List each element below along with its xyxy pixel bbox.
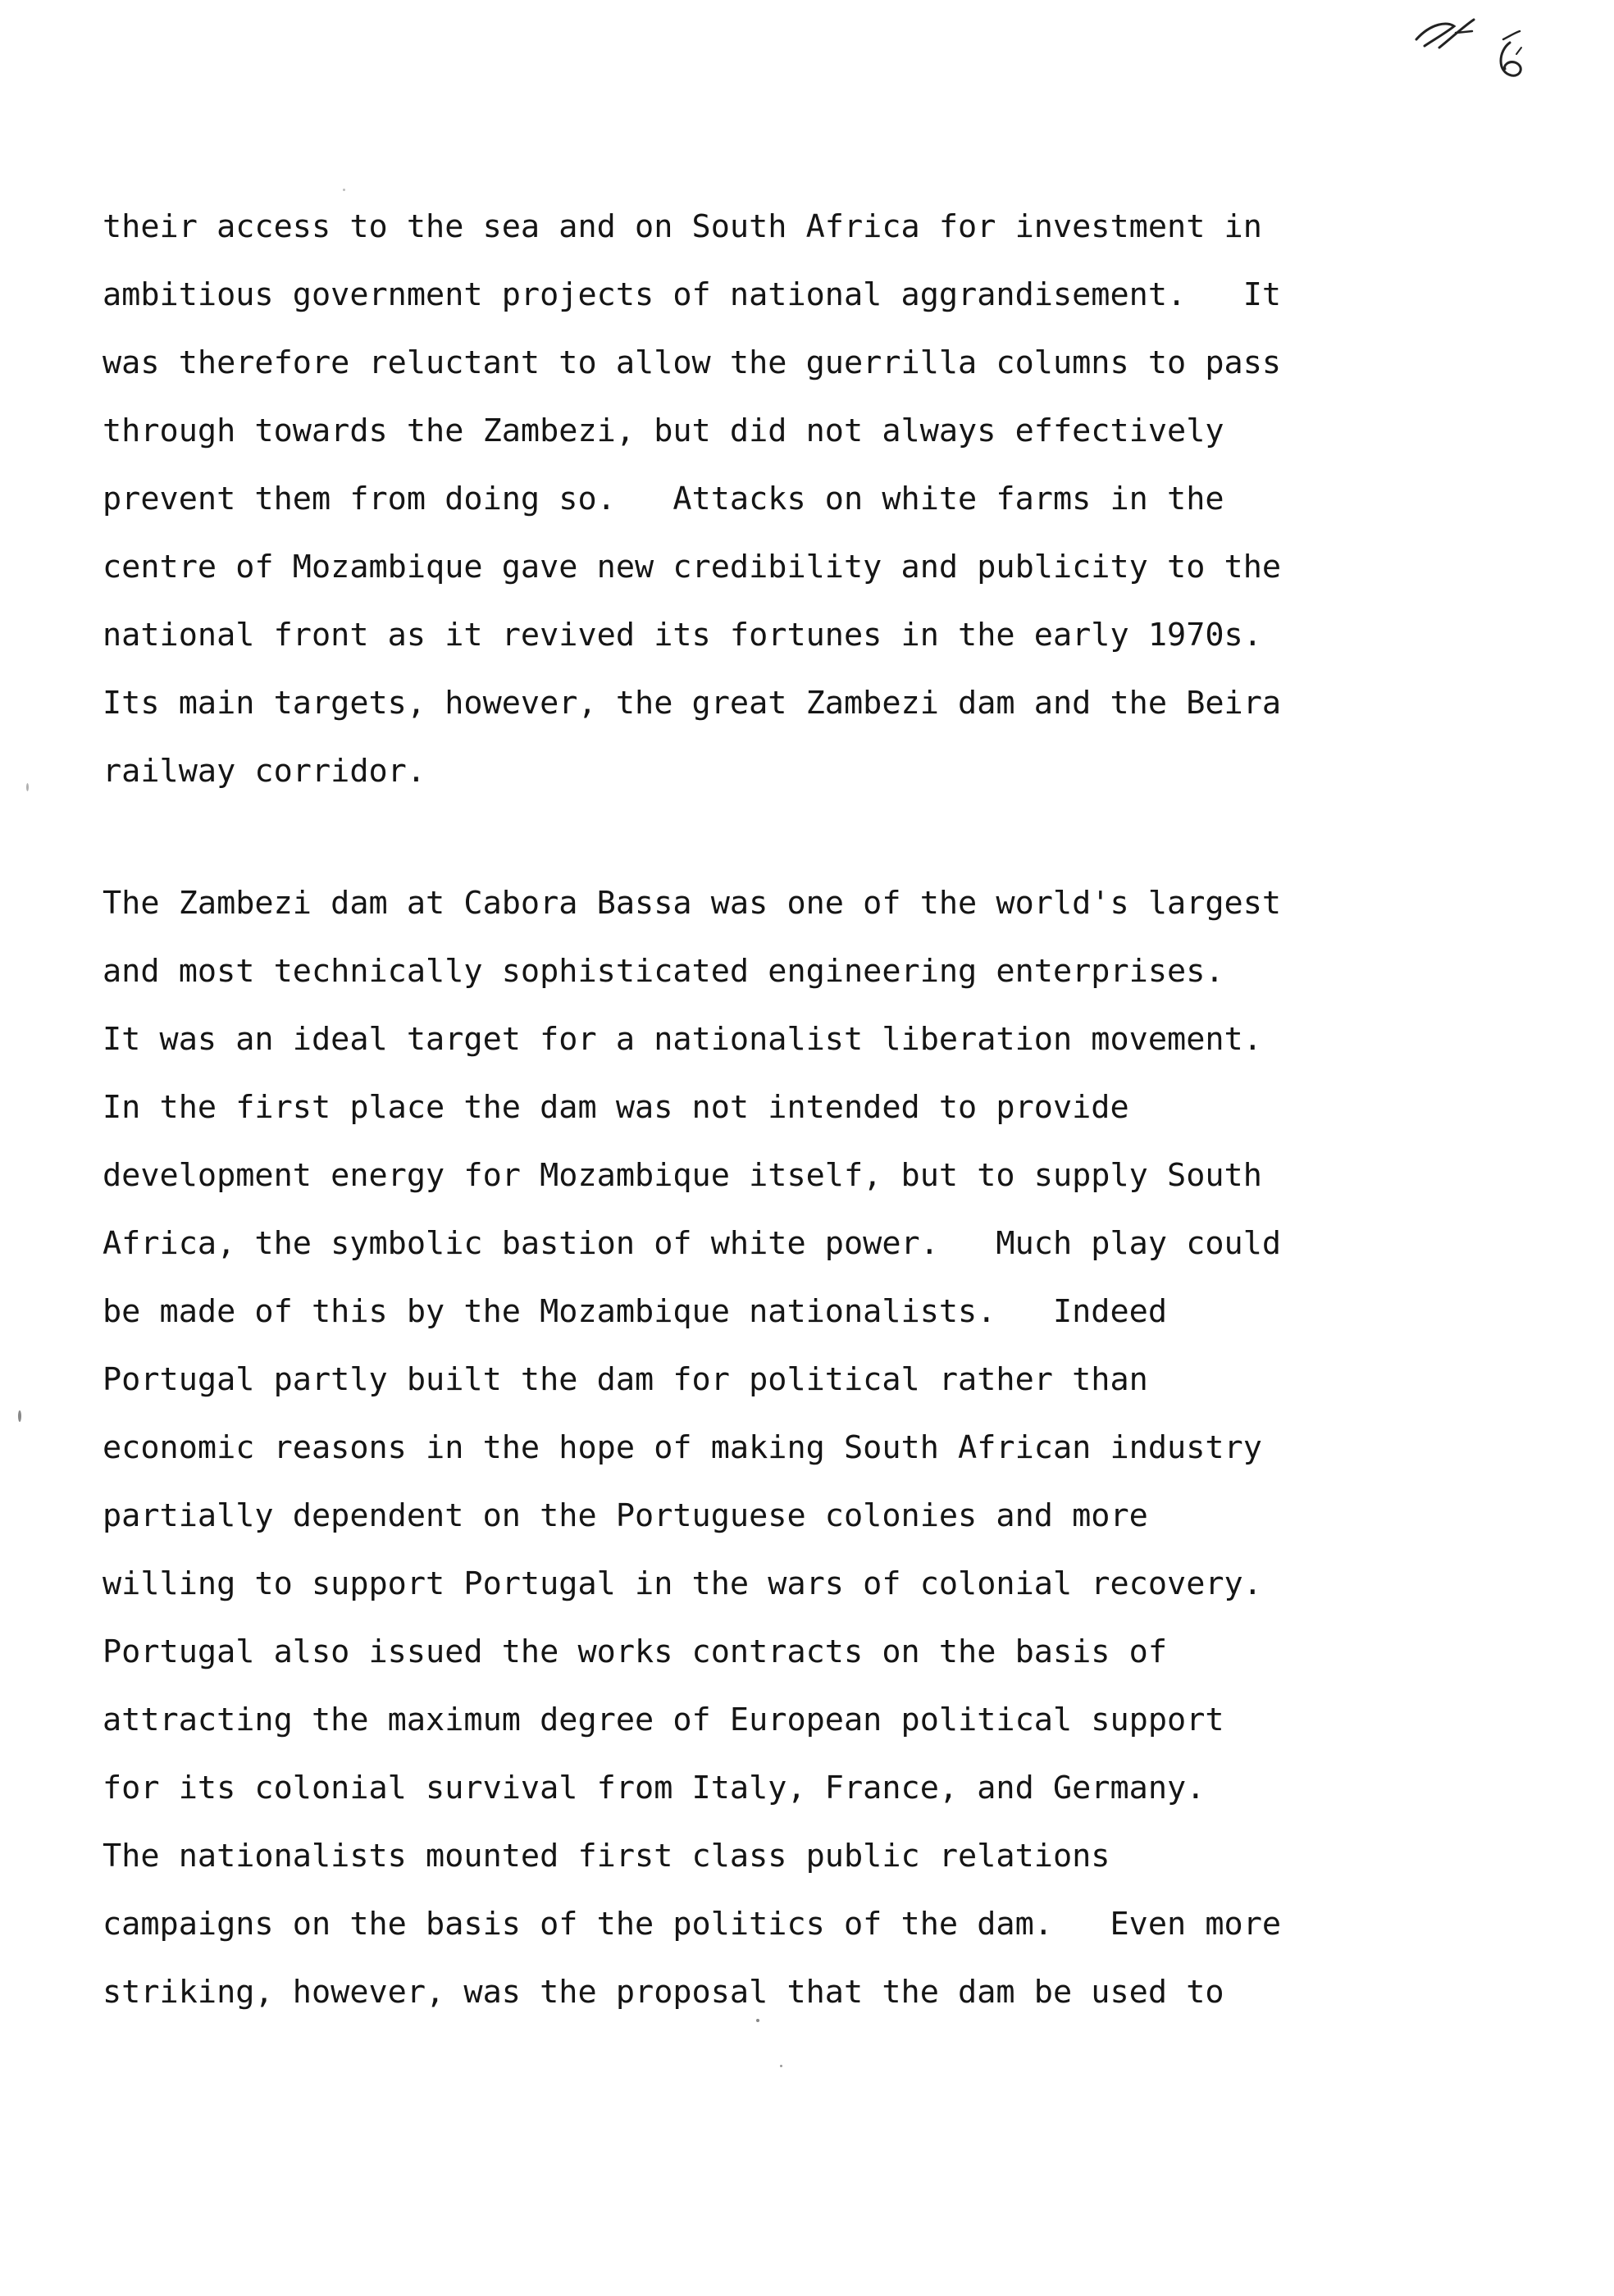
text-line: centre of Mozambique gave new credibility and publicity to the [103,549,1282,585]
text-line: striking, however, was the proposal that the dam be used to [103,1974,1224,2011]
paragraph [103,193,1382,805]
text-line: through towards the Zambezi, but did not always effectively [103,412,1224,449]
text-line: Its main targets, however, the great Zambezi dam and the Beira [103,685,1282,722]
scan-speck [18,1410,21,1422]
text-line: The Zambezi dam at Cabora Bassa was one of the world's largest [103,885,1282,922]
text-line: for its colonial survival from Italy, France, and Germany. [103,1770,1206,1806]
text-line: In the first place the dam was not intended to provide [103,1089,1129,1126]
text-line: was therefore reluctant to allow the guerrilla columns to pass [103,344,1282,381]
text-line: economic reasons in the hope of making South African industry [103,1429,1262,1466]
text-line: their access to the sea and on South Africa for investment in [103,208,1262,245]
text-line: be made of this by the Mozambique nationalists. Indeed [103,1293,1168,1330]
text-line: and most technically sophisticated engineering enterprises. [103,953,1224,990]
text-line: ambitious government projects of national aggrandisement. It [103,276,1282,313]
text-line: attracting the maximum degree of European political support [103,1702,1224,1738]
text-line: It was an ideal target for a nationalist liberation movement. [103,1021,1262,1058]
scan-speck [343,189,345,191]
text-line: development energy for Mozambique itself, but to supply South [103,1157,1262,1194]
text-line: Portugal also issued the works contracts on the basis of [103,1633,1168,1670]
scan-speck [780,2065,782,2067]
text-line: Africa, the symbolic bastion of white power. Much play could [103,1225,1282,1262]
text-line: partially dependent on the Portuguese colonies and more [103,1497,1148,1534]
text-line: Portugal partly built the dam for political rather than [103,1361,1148,1398]
text-line: railway corridor. [103,753,426,790]
paragraph [103,869,1382,2026]
text-line: willing to support Portugal in the wars of colonial recovery. [103,1565,1262,1602]
text-line: prevent them from doing so. Attacks on white farms in the [103,481,1224,517]
text-line: national front as it revived its fortunes in the early 1970s. [103,617,1262,654]
text-line: The nationalists mounted first class public relations [103,1838,1110,1875]
handwritten-folio-mark [1407,15,1538,89]
scan-speck [756,2019,759,2022]
scan-speck [26,783,29,791]
text-line: campaigns on the basis of the politics of the dam. Even more [103,1906,1282,1943]
